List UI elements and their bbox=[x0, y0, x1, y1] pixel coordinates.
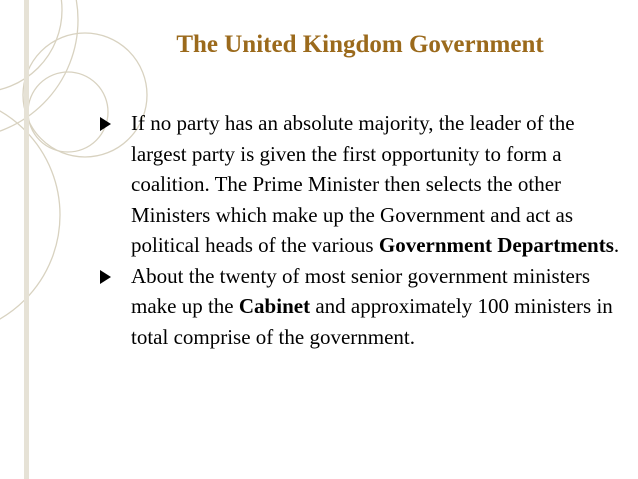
bullet-text: If no party has an absolute majority, the leader of the largest party is given the first opportunity to form a coalition. The Prime Minister then selects the other Ministers which make up the Government and act as political heads of the various bbox=[131, 111, 575, 257]
decor-circle-large bbox=[0, 0, 78, 138]
decor-left-bar bbox=[24, 0, 29, 479]
bullet-arrow-icon bbox=[100, 270, 111, 284]
slide-title: The United Kingdom Government bbox=[176, 31, 544, 58]
decor-circle-lower bbox=[0, 95, 60, 335]
slide-body bbox=[100, 108, 620, 352]
bullet-arrow-icon bbox=[100, 117, 111, 131]
bullet-bold-text: Government Departments bbox=[378, 233, 614, 257]
decor-circle-small bbox=[28, 72, 108, 152]
bullet-item-coalition bbox=[100, 108, 620, 261]
bullet-text-end: and approximately 100 ministers in total comprise of the government. bbox=[131, 294, 613, 349]
bullet-text-end: . bbox=[613, 233, 620, 257]
bullet-text: About the twenty of most senior government ministers make up the bbox=[131, 263, 591, 318]
bullet-item-cabinet bbox=[100, 261, 620, 353]
bullet-bold-text: Cabinet bbox=[238, 294, 311, 318]
